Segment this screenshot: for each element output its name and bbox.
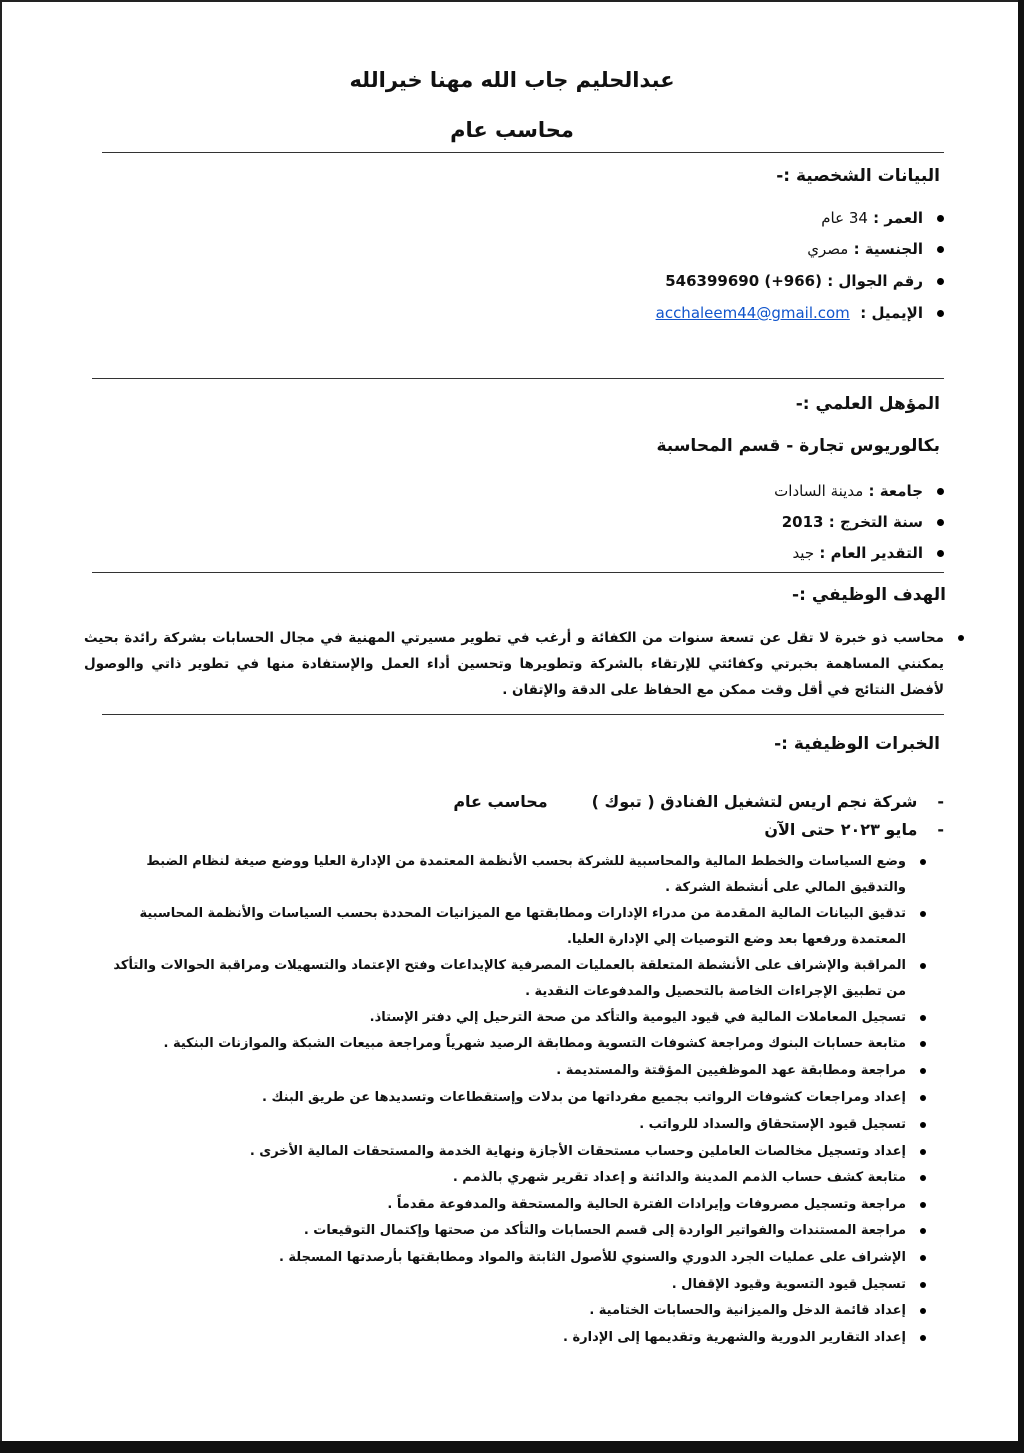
bullet (937, 278, 944, 285)
duty-item (96, 1245, 906, 1271)
duty-text: مراجعة وتسجيل مصروفات وإيرادات الفترة الحالية والمستحقة والمدفوعة مقدماً . (387, 1197, 906, 1212)
graduation-label: سنة التخرج : (828, 513, 923, 531)
education-heading: المؤهل العلمي :- (795, 394, 940, 414)
bullet (920, 859, 926, 865)
job-title: محاسب عام (450, 118, 574, 142)
grade-value: جيد (792, 544, 815, 562)
duty-text: متابعة حسابات البنوك ومراجعة كشوفات التسوية ومطابقة الرصيد شهرياً ومراجعة مبيعات الشبكة والموازنات البنكية . (163, 1036, 906, 1051)
divider (102, 714, 944, 715)
duty-item (96, 1005, 906, 1031)
bullet (920, 1149, 926, 1155)
bullet (937, 246, 944, 253)
duty-text: مراجعة المستندات والفواتير الواردة إلى قسم الحسابات والتأكد من صحتها وإكتمال التوقيعات . (303, 1223, 906, 1238)
nationality-item (807, 240, 944, 258)
duty-item (96, 1218, 906, 1244)
duty-item (96, 1058, 906, 1084)
bullet (920, 911, 926, 917)
divider (102, 152, 944, 153)
university-label: جامعة : (868, 482, 923, 500)
company-line (453, 792, 944, 811)
bullet (920, 1282, 926, 1288)
duty-text: تسجيل قيود التسوية وقيود الإقفال . (671, 1277, 906, 1292)
age-value: 34 عام (821, 209, 868, 227)
duty-text: تسجيل قيود الإستحقاق والسداد للرواتب . (639, 1117, 906, 1132)
duty-item (96, 1272, 906, 1298)
period: مايو ٢٠٢٣ حتى الآن (764, 820, 918, 839)
duty-text: الإشراف على عمليات الجرد الدوري والسنوي للأصول الثابتة والمواد ومطابقتها بأرصدتها المسجلة . (278, 1250, 906, 1265)
bullet (920, 1335, 926, 1341)
email-link[interactable]: acchaleem44@gmail.com (655, 304, 850, 322)
duty-text: المراقبة والإشراف على الأنشطة المتعلقة بالعمليات المصرفية كالإيداعات وفتح الإعتماد والتسهيلات ومراقبة الحوالات والتأكد من تطبيق الإجراءات الخاصة بالتحصيل والمدفوعات النقدية . (113, 958, 906, 999)
bullet (937, 310, 944, 317)
bullet (920, 963, 926, 969)
duty-item (96, 1112, 906, 1138)
duty-item (96, 849, 906, 901)
nationality-label: الجنسية : (853, 240, 923, 258)
degree: بكالوريوس تجارة - قسم المحاسبة (656, 436, 940, 456)
bullet (920, 1015, 926, 1021)
objective-heading: الهدف الوظيفي :- (792, 585, 946, 605)
age-item (821, 209, 944, 227)
bullet (920, 1228, 926, 1234)
divider (92, 378, 944, 379)
duty-text: إعداد التقارير الدورية والشهرية وتقديمها إلى الإدارة . (563, 1330, 906, 1345)
bullet (958, 635, 964, 641)
university-item (774, 482, 944, 500)
bullet (920, 1308, 926, 1314)
page-border-bottom (0, 1441, 1024, 1453)
duty-text: إعداد وتسجيل مخالصات العاملين وحساب مستحقات الأجازة ونهاية الخدمة والمستحقات المالية الأخرى . (249, 1144, 906, 1159)
graduation-item (782, 513, 944, 531)
bullet (937, 550, 944, 557)
duty-item (96, 1298, 906, 1324)
bullet (920, 1202, 926, 1208)
grade-label: التقدير العام : (819, 544, 923, 562)
phone-item (665, 272, 944, 290)
company-name: شركة نجم اريس لتشغيل الفنادق ( تبوك ) (591, 792, 918, 811)
dash-marker: - (937, 820, 944, 839)
candidate-name: عبدالحليم جاب الله مهنا خيرالله (349, 68, 675, 92)
email-item (656, 304, 944, 322)
duty-item (96, 1192, 906, 1218)
bullet (937, 488, 944, 495)
phone-label: رقم الجوال : (827, 272, 923, 290)
duty-item (96, 1031, 906, 1057)
bullet (920, 1068, 926, 1074)
duty-text: متابعة كشف حساب الذمم المدينة والدائنة و إعداد تقرير شهري بالذمم . (452, 1170, 906, 1185)
duty-item (96, 1139, 906, 1165)
nationality-value: مصري (807, 240, 849, 258)
duty-text: مراجعة ومطابقة عهد الموظفيين المؤقتة والمستديمة . (556, 1063, 906, 1078)
bullet (920, 1255, 926, 1261)
position: محاسب عام (453, 792, 548, 811)
duty-text: وضع السياسات والخطط المالية والمحاسبية للشركة بحسب الأنظمة المعتمدة من الإدارة العليا ووضع صيغة لنظام الضبط والتدقيق المالي على أنشطة الشركة . (146, 854, 906, 895)
duty-item (96, 901, 906, 953)
duty-item (96, 1165, 906, 1191)
duty-text: إعداد قائمة الدخل والميزانية والحسابات الختامية . (589, 1303, 906, 1318)
bullet (920, 1095, 926, 1101)
personal-heading: البيانات الشخصية :- (776, 166, 940, 186)
period-line (764, 820, 944, 839)
divider (92, 572, 944, 573)
phone-value: 546399690 (+966) (665, 272, 822, 290)
experience-heading: الخبرات الوظيفية :- (774, 734, 940, 754)
grade-item (792, 544, 944, 562)
age-label: العمر : (873, 209, 923, 227)
graduation-value: 2013 (781, 513, 824, 531)
bullet (920, 1041, 926, 1047)
duty-item (96, 1325, 906, 1351)
bullet (920, 1175, 926, 1181)
duty-text: تسجيل المعاملات المالية في قيود اليومية والتأكد من صحة الترحيل إلي دفتر الإستاذ. (369, 1010, 906, 1025)
objective-paragraph: محاسب ذو خبرة لا تقل عن تسعة سنوات من الكفائة و أرغب في تطوير مسيرتي المهنية في مجال الحسابات بشركة رائدة بحيث يمكنني المساهمة بخبرتي وكفائتي للإرتقاء بالشركة وتطويرها وتحسين أداء العمل والإستفادة منها في تطوير ذاتي والوصول لأفضل النتائج في أقل وقت ممكن مع الحفاظ على الدقة والإتقان . (84, 630, 944, 698)
bullet (937, 215, 944, 222)
duty-item (96, 953, 906, 1005)
duty-item (96, 1085, 906, 1111)
university-value: مدينة السادات (774, 482, 864, 500)
bullet (920, 1122, 926, 1128)
duty-text: تدقيق البيانات المالية المقدمة من مدراء الإدارات ومطابقتها مع الميزانيات المحددة بحسب السياسات والأنظمة المحاسبية المعتمدة ورفعها بعد وضع التوصيات إلي الإدارة العليا. (139, 906, 906, 947)
email-label: الإيميل : (860, 304, 923, 322)
duty-text: إعداد ومراجعات كشوفات الرواتب بجميع مفرداتها من بدلات وإستقطاعات وتسديدها عن طريق البنك . (262, 1090, 906, 1105)
dash-marker: - (937, 792, 944, 811)
bullet (937, 519, 944, 526)
objective-text (84, 625, 944, 703)
